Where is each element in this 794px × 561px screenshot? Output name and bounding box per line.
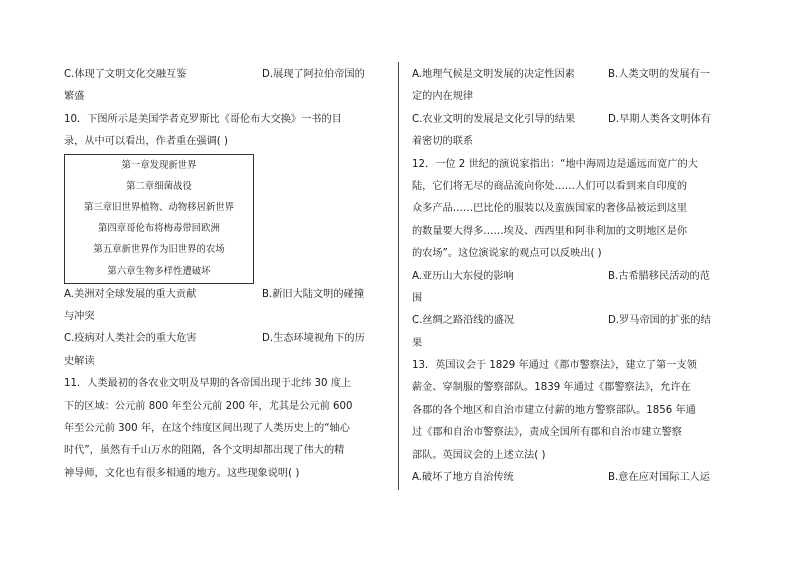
toc-chapter-2: 第二章细菌战役 xyxy=(126,180,192,192)
q12-stem-line-3: 众多产品……巴比伦的服装以及蛮族国家的奢侈品被运到这里 xyxy=(412,203,688,215)
q13-stem-line-3: 各郡的各个地区和自治市建立付薪的地方警察部队。1856 年通 xyxy=(412,404,696,416)
q11-options-ab xyxy=(412,64,728,86)
q12-stem-line-2: 陆，它们将无尽的商品流向你处……人们可以看到来自印度的 xyxy=(412,180,688,192)
q10-option-b: B.新旧大陆文明的碰撞 xyxy=(262,288,364,300)
q11-option-d: D.早期人类各文明体有 xyxy=(608,113,711,125)
toc-chapter-1: 第一章发现新世界 xyxy=(121,159,197,171)
q11-option-a: A.地理气候是文明发展的决定性因素 xyxy=(412,69,575,80)
q11-option-b: B.人类文明的发展有一 xyxy=(608,69,710,80)
q10-option-d-continued: 史解读 xyxy=(64,355,95,367)
q10-stem-line-1: 10．下图所示是美国学者克罗斯比《哥伦布大交换》一书的目 xyxy=(64,113,342,125)
q13-options-ab xyxy=(412,467,728,489)
q10-stem-line-2: 录，从中可以看出，作者重在强调( ) xyxy=(64,136,228,148)
toc-chapter-5: 第五章新世界作为旧世界的农场 xyxy=(93,244,225,256)
q13-stem-line-1: 13．英国议会于 1829 年通过《都市警察法》，建立了第一支领 xyxy=(412,360,697,372)
q13-option-a: A.破坏了地方自治传统 xyxy=(412,472,514,484)
q10-options-cd xyxy=(64,328,386,350)
q13-stem-line-4: 过《郡和自治市警察法》，责成全国所有郡和自治市建立警察 xyxy=(412,427,682,439)
q11-stem-line-3: 年至公元前 300 年，在这个纬度区间出现了人类历史上的“轴心 xyxy=(64,422,350,434)
right-column xyxy=(412,64,728,489)
toc-chapter-3: 第三章旧世界植物、动物移居新世界 xyxy=(83,201,234,213)
q13-stem-line-2: 薪金、穿制服的警察部队。1839 年通过《郡警察法》，允许在 xyxy=(412,382,691,394)
q10-table-of-contents-box xyxy=(64,154,254,284)
q12-option-d: D.罗马帝国的扩张的结 xyxy=(608,315,711,327)
q12-option-c: C.丝绸之路沿线的盛况 xyxy=(412,315,515,327)
q12-options-ab xyxy=(412,266,728,288)
q12-options-cd xyxy=(412,310,728,332)
column-divider xyxy=(398,62,399,490)
toc-chapter-6: 第六章生物多样性遭破坏 xyxy=(107,265,211,277)
q9-option-d: D.展现了阿拉伯帝国的 xyxy=(262,69,365,80)
q11-option-b-continued: 定的内在规律 xyxy=(412,91,474,103)
q10-option-d: D.生态环境视角下的历 xyxy=(262,333,365,345)
q12-stem-line-1: 12．一位 2 世纪的演说家指出：“地中海周边是遥远而宽广的大 xyxy=(412,158,698,170)
q13-stem-line-5: 部队。英国议会的上述立法( ) xyxy=(412,449,546,461)
q10-option-a: A.美洲对全球发展的重大贡献 xyxy=(64,288,197,300)
q11-stem-line-1: 11．人类最初的各农业文明及早期的各帝国出现于北纬 30 度上 xyxy=(64,378,352,390)
q11-options-cd xyxy=(412,109,728,131)
left-column xyxy=(64,64,386,485)
q11-option-c: C.农业文明的发展是文化引导的结果 xyxy=(412,113,576,125)
q12-option-a: A.亚历山大东侵的影响 xyxy=(412,270,514,282)
q11-option-d-continued: 着密切的联系 xyxy=(412,136,474,148)
q9-option-c: C.体现了文明文化交融互鉴 xyxy=(64,69,187,80)
q13-option-b: B.意在应对国际工人运 xyxy=(608,472,710,484)
q12-stem-line-5: 的农场”。这位演说家的观点可以反映出( ) xyxy=(412,248,602,260)
q11-stem-line-4: 时代”，虽然有千山万水的阻隔，各个文明却都出现了伟大的精 xyxy=(64,445,345,457)
q9-options-cd xyxy=(64,64,386,86)
q12-stem-line-4: 的数量要大得多……埃及、西西里和阿非利加的文明地区是你 xyxy=(412,225,688,237)
q11-stem-line-2: 下的区域：公元前 800 年至公元前 200 年，尤其是公元前 600 xyxy=(64,400,353,412)
q12-option-d-continued: 果 xyxy=(412,337,423,349)
q12-option-b-continued: 围 xyxy=(412,292,423,304)
q12-option-b: B.古希腊移民活动的范 xyxy=(608,270,710,282)
q10-option-c: C.疫病对人类社会的重大危害 xyxy=(64,333,197,345)
q11-stem-line-5: 神导师，文化也有很多相通的地方。这些现象说明( ) xyxy=(64,467,300,479)
q9-option-d-continued: 繁盛 xyxy=(64,91,85,103)
q10-options-ab xyxy=(64,284,386,306)
toc-chapter-4: 第四章哥伦布将梅毒带回欧洲 xyxy=(98,223,220,235)
q10-option-b-continued: 与冲突 xyxy=(64,310,95,322)
